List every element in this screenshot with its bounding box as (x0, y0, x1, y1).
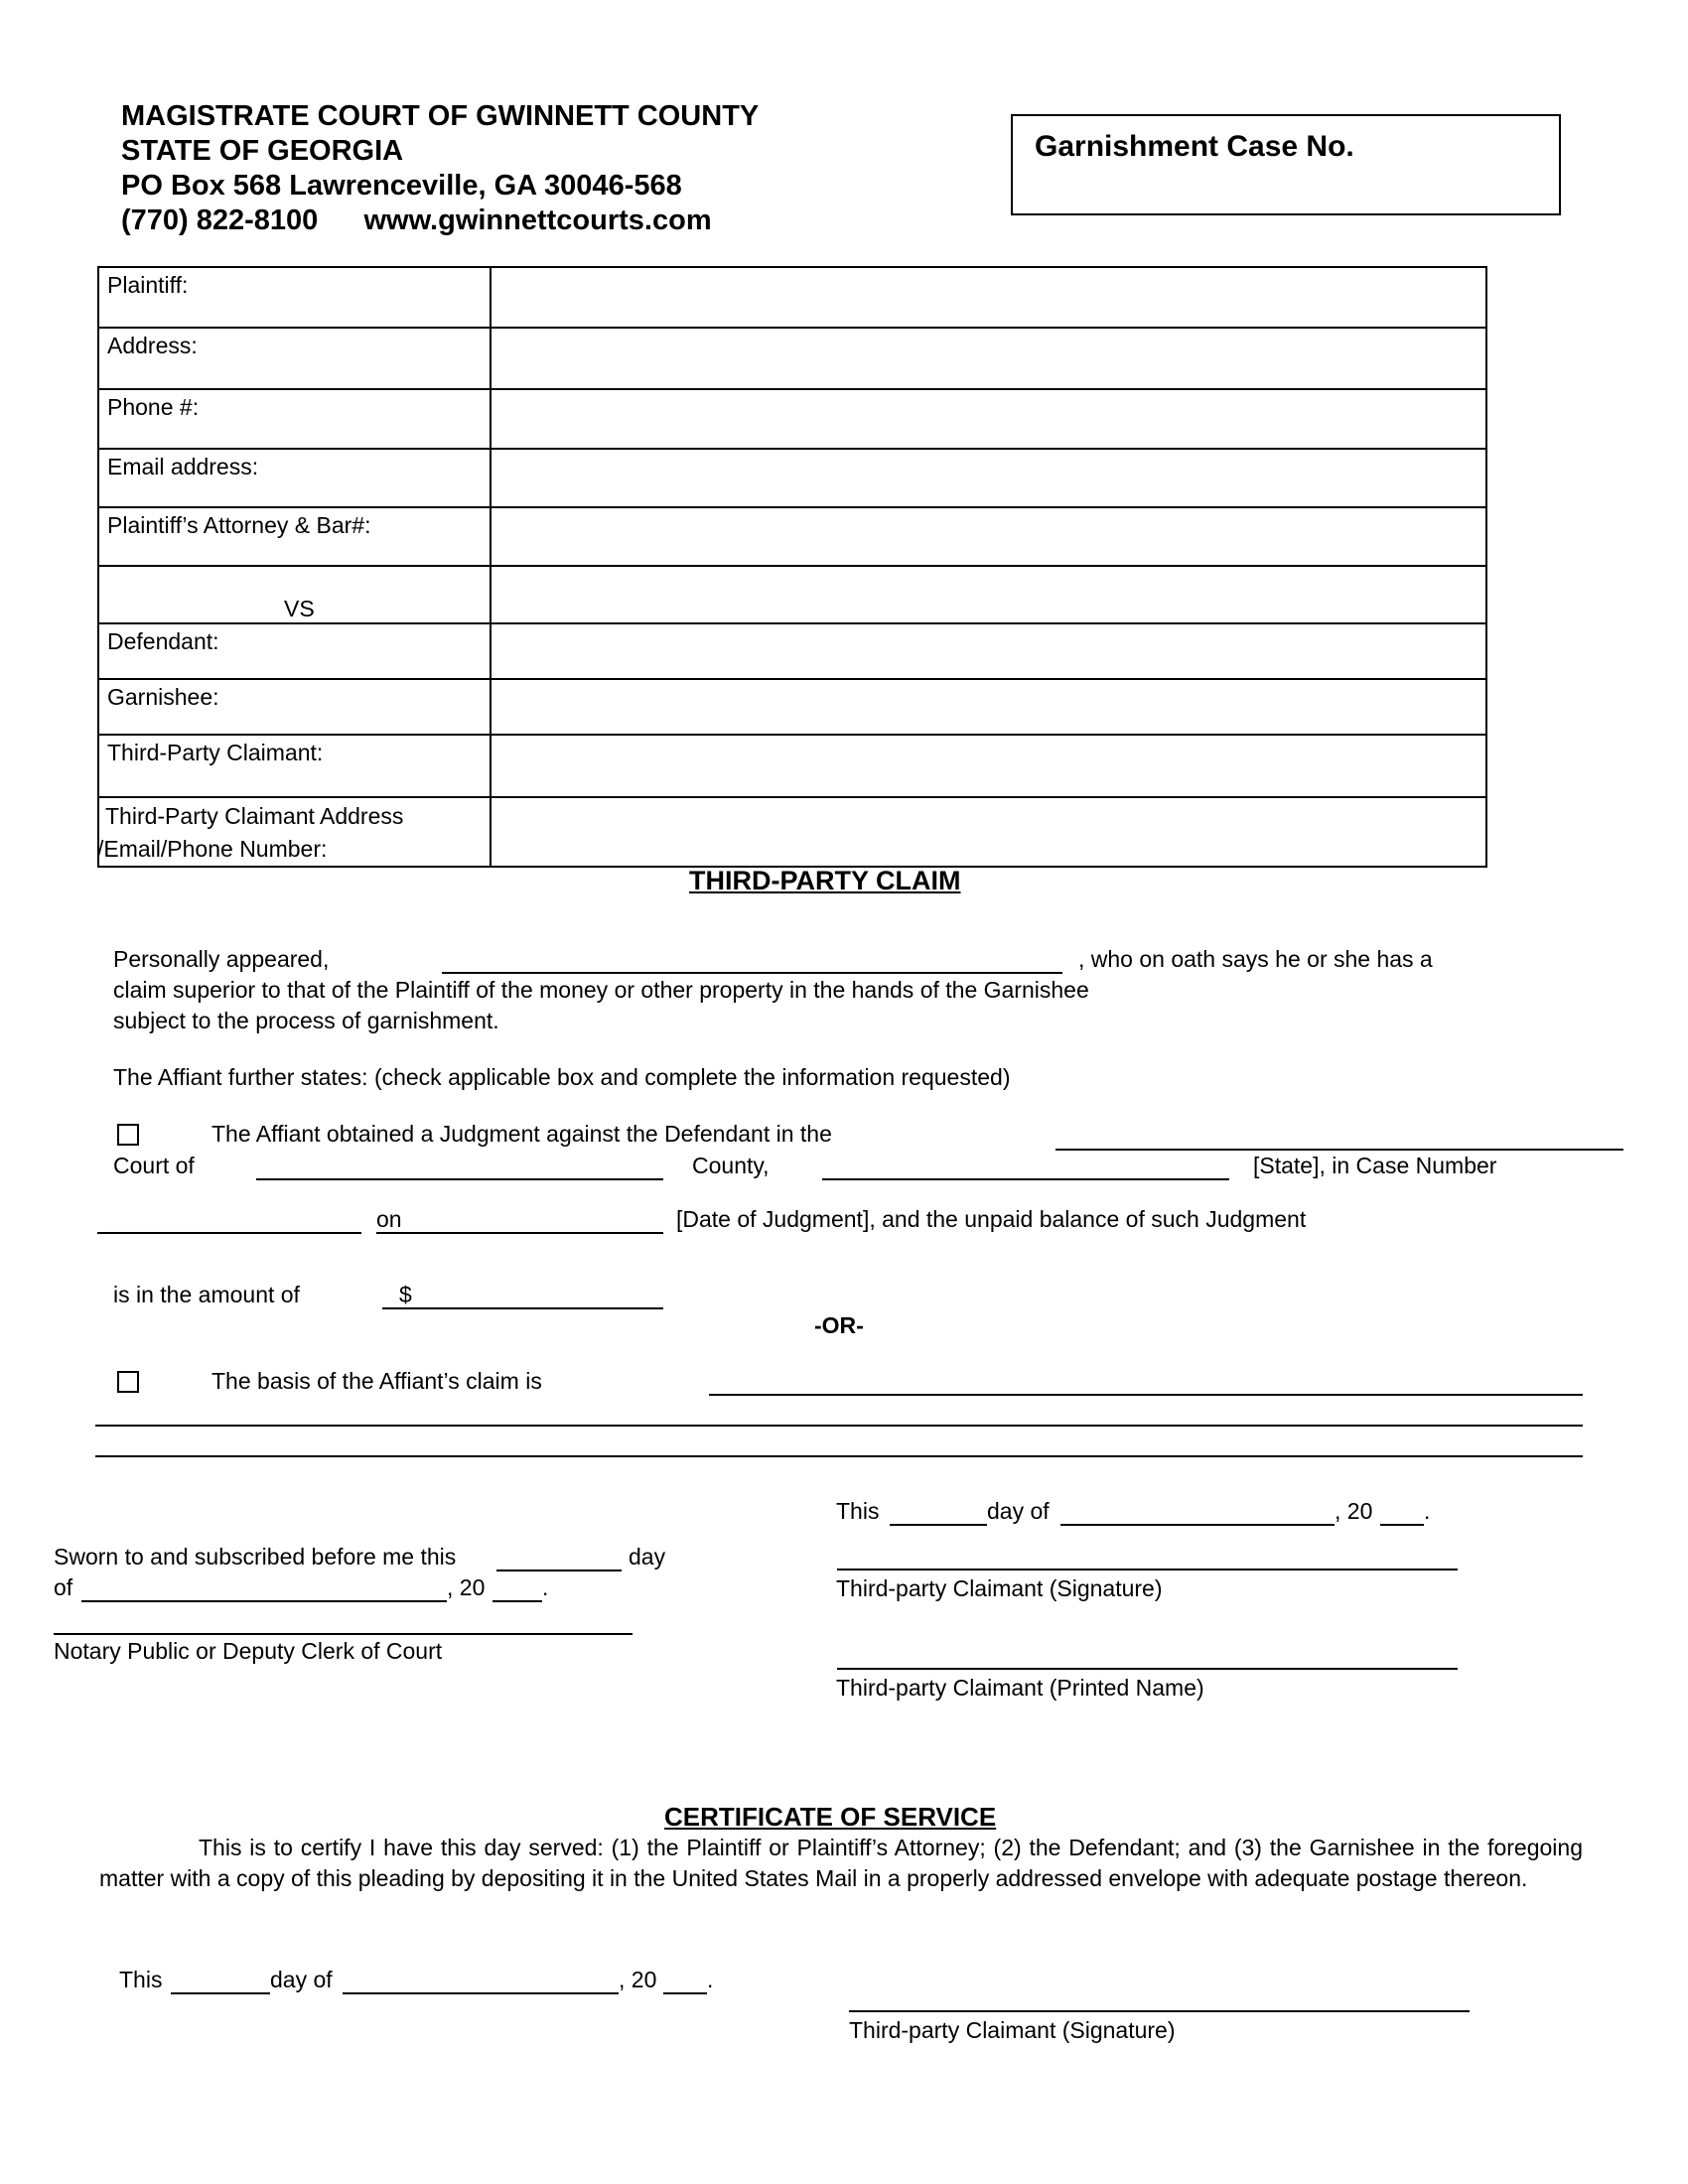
claimant-address-field[interactable] (491, 797, 1486, 867)
attorney-field[interactable] (491, 507, 1486, 566)
affiant-name-line[interactable] (442, 972, 1062, 974)
garnishee-label: Garnishee: (98, 679, 491, 735)
notary-label: Notary Public or Deputy Clerk of Court (54, 1638, 443, 1664)
cert-twenty: , 20 (619, 1967, 657, 1992)
sign-this: This (836, 1498, 880, 1524)
cert-this: This (119, 1967, 163, 1992)
table-row (98, 507, 1486, 566)
sworn-of: of (54, 1574, 73, 1600)
court-name: MAGISTRATE COURT OF GWINNETT COUNTY (121, 100, 760, 132)
parties-table (97, 266, 1487, 868)
basis-line-1[interactable] (709, 1394, 1583, 1396)
court-website: www.gwinnettcourts.com (363, 205, 712, 236)
cert-month-line[interactable] (343, 1992, 619, 1994)
case-number-label: Garnishment Case No. (1035, 130, 1354, 163)
judgment-checkbox[interactable] (117, 1124, 139, 1146)
further-states: The Affiant further states: (check applicable box and complete the information requested) (113, 1064, 1011, 1090)
claimant-address-label-line2: /Email/Phone Number: (97, 836, 328, 862)
on-label: on (376, 1206, 402, 1232)
sign-year-line[interactable] (1380, 1524, 1424, 1526)
county-label: County, (692, 1153, 770, 1178)
cert-signature-line[interactable] (849, 2010, 1470, 2012)
plaintiff-field[interactable] (491, 267, 1486, 328)
attorney-label: Plaintiff’s Attorney & Bar#: (98, 507, 491, 566)
sworn-month-line[interactable] (81, 1600, 447, 1602)
defendant-label: Defendant: (98, 623, 491, 679)
certificate-title: CERTIFICATE OF SERVICE (664, 1802, 997, 1832)
state-line[interactable] (822, 1178, 1229, 1180)
vs-field[interactable] (491, 566, 1486, 623)
table-row (98, 679, 1486, 735)
dollar-sign: $ (399, 1282, 412, 1307)
address-field[interactable] (491, 328, 1486, 389)
notary-signature-line[interactable] (54, 1633, 633, 1635)
table-row (98, 735, 1486, 797)
court-of-label: Court of (113, 1153, 195, 1178)
court-phone: (770) 822-8100 (121, 205, 319, 236)
cert-signature-label: Third-party Claimant (Signature) (849, 2017, 1176, 2043)
case-number-box[interactable] (1011, 114, 1561, 215)
date-of-judgment-label: [Date of Judgment], and the unpaid balance of such Judgment (676, 1206, 1307, 1232)
table-row (98, 389, 1486, 449)
table-row (98, 566, 1486, 623)
phone-label: Phone #: (98, 389, 491, 449)
claimant-address-label (98, 797, 491, 867)
sign-period: . (1424, 1498, 1431, 1524)
or-separator: -OR- (814, 1312, 864, 1338)
amount-label: is in the amount of (113, 1282, 300, 1307)
table-row (98, 449, 1486, 507)
sign-day-of: day of (987, 1498, 1050, 1524)
court-type-line[interactable] (1055, 1149, 1623, 1151)
court-address: PO Box 568 Lawrenceville, GA 30046-568 (121, 170, 682, 202)
table-row (98, 623, 1486, 679)
vs-label: VS (98, 566, 491, 623)
appeared-suffix: , who on oath says he or she has a (1078, 946, 1433, 972)
sign-month-line[interactable] (1060, 1524, 1335, 1526)
cert-year-line[interactable] (663, 1992, 707, 1994)
table-row (98, 328, 1486, 389)
sworn-period: . (542, 1574, 549, 1600)
sworn-day-line[interactable] (496, 1570, 622, 1571)
claimant-printed-label: Third-party Claimant (Printed Name) (836, 1675, 1204, 1701)
email-field[interactable] (491, 449, 1486, 507)
sign-twenty: , 20 (1335, 1498, 1373, 1524)
court-state: STATE OF GEORGIA (121, 135, 404, 167)
plaintiff-label: Plaintiff: (98, 267, 491, 328)
appeared-prefix: Personally appeared, (113, 946, 330, 972)
phone-field[interactable] (491, 389, 1486, 449)
sworn-twenty: , 20 (447, 1574, 486, 1600)
sworn-year-line[interactable] (492, 1600, 542, 1602)
claimant-label: Third-Party Claimant: (98, 735, 491, 797)
claimant-address-label-line1: Third-Party Claimant Address (105, 803, 404, 829)
claimant-field[interactable] (491, 735, 1486, 797)
court-contact (121, 204, 759, 238)
amount-line[interactable] (382, 1307, 663, 1309)
garnishee-field[interactable] (491, 679, 1486, 735)
cert-period: . (707, 1967, 714, 1992)
appeared-line3: subject to the process of garnishment. (113, 1008, 499, 1033)
basis-checkbox[interactable] (117, 1371, 139, 1393)
judgment-date-line[interactable] (376, 1232, 663, 1234)
basis-line-3[interactable] (95, 1455, 1583, 1457)
option2-text: The basis of the Affiant’s claim is (211, 1368, 542, 1394)
certificate-body: This is to certify I have this day served: (1) the Plaintiff or Plaintiff’s Attorney; (2) the Defendant; and (3) the Garnishee in the foregoing matter with a copy of this pleading by depositing it in the United States Mail in a properly addressed envelope with adequate postage thereon. (99, 1835, 1583, 1891)
state-case-label: [State], in Case Number (1253, 1153, 1497, 1178)
claimant-printed-line[interactable] (837, 1668, 1458, 1670)
address-label: Address: (98, 328, 491, 389)
sworn-line1: Sworn to and subscribed before me this (54, 1544, 457, 1570)
claimant-signature-label: Third-party Claimant (Signature) (836, 1575, 1163, 1601)
claim-title: THIRD-PARTY CLAIM (689, 866, 961, 895)
option1-text: The Affiant obtained a Judgment against the Defendant in the (211, 1121, 832, 1147)
cert-day-of: day of (270, 1967, 333, 1992)
defendant-field[interactable] (491, 623, 1486, 679)
table-row (98, 267, 1486, 328)
cert-day-line[interactable] (171, 1992, 270, 1994)
email-label: Email address: (98, 449, 491, 507)
court-name-line[interactable] (256, 1178, 663, 1180)
appeared-line2: claim superior to that of the Plaintiff of the money or other property in the hands of the Garnishee (113, 977, 1089, 1003)
sworn-day: day (629, 1544, 666, 1570)
table-row (98, 797, 1486, 867)
sign-day-line[interactable] (890, 1524, 987, 1526)
case-number-line[interactable] (97, 1232, 361, 1234)
basis-line-2[interactable] (95, 1425, 1583, 1427)
court-header (121, 99, 759, 238)
claimant-signature-line[interactable] (837, 1569, 1458, 1570)
